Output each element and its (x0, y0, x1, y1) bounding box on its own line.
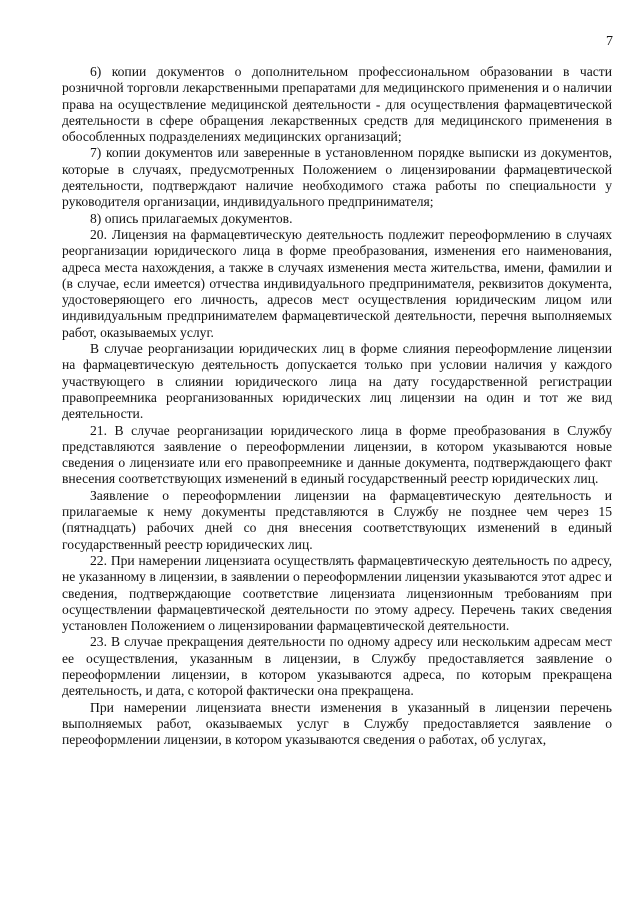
paragraph-clause-20: 20. Лицензия на фармацевтическую деятельность подлежит переоформлению в случаях реорганизации юридического лица в форме преобразования, изменения его наименования, адреса места нахождения, а также в случаях изменения места жительства, имени, фамилии и (в случае, если имеется) отчества индивидуального предпринимателя, реквизитов документа, удостоверяющего его личность, адресов мест осуществления юридическим лицом или индивидуальным предпринимателем фармацевтической деятельности, перечня выполняемых работ, оказываемых услуг. (62, 226, 612, 340)
paragraph-item-8: 8) опись прилагаемых документов. (90, 210, 293, 226)
paragraph-item-7: 7) копии документов или заверенные в установленном порядке выписки из документов, которые в случаях, предусмотренных Положением о лицензировании фармацевтической деятельности, подтверждают наличие необходимого стажа работы по специальности у руководителя организации, индивидуального предпринимателя; (62, 145, 612, 210)
paragraph-clause-22: 22. При намерении лицензиата осуществлять фармацевтическую деятельность по адресу, не указанному в лицензии, в заявлении о переоформлении лицензии указываются этот адрес и сведения, подтверждающие соответствие лицензиата лицензионным требованиям при осуществлении фармацевтической деятельности по этому адресу. Перечень таких сведения установлен Положением о лицензировании фармацевтической деятельности. (62, 552, 612, 634)
page-number: 7 (606, 34, 613, 49)
paragraph-clause-21-deadline: Заявление о переоформлении лицензии на фармацевтическую деятельность и прилагаемые к нему документы представляются в Службу не позднее чем через 15 (пятнадцать) рабочих дней со дня внесения соответствующих изменений в единый государственный реестр юридических лиц. (62, 487, 612, 552)
paragraph-clause-23-works: При намерении лицензиата внести изменения в указанный в лицензии перечень выполняемых работ, оказываемых услуг в Службу предоставляется заявление о переоформлении лицензии, в котором указываются сведения о работах, об услугах, (62, 699, 612, 748)
paragraph-clause-21: 21. В случае реорганизации юридического лица в форме преобразования в Службу представляются заявление о переоформлении лицензии, в котором указываются новые сведения о лицензиате или его правопреемнике и данные документа, подтверждающего факт внесения соответствующих изменений в единый государственный реестр юридических лиц. (62, 422, 612, 487)
paragraph-item-6: 6) копии документов о дополнительном профессиональном образовании в части розничной торговли лекарственными препаратами для медицинского применения и о наличии права на осуществление медицинской деятельности - для осуществления фармацевтической деятельности в сфере обращения лекарственных средств для медицинского применения в обособленных подразделениях медицинских организаций; (62, 64, 612, 145)
paragraph-clause-20-merger: В случае реорганизации юридических лиц в форме слияния переоформление лицензии на фармацевтическую деятельность допускается только при условии наличия у каждого участвующего в слиянии юридического лица на дату государственной регистрации правопреемника реорганизованных юридических лиц лицензии на один и тот же вид деятельности. (62, 341, 612, 422)
document-body (62, 64, 612, 748)
paragraph-clause-23: 23. В случае прекращения деятельности по одному адресу или нескольким адресам мест ее осуществления, указанным в лицензии, в Службу предоставляется заявление о переоформлении лицензии, в котором указываются адреса, по которым прекращена деятельность, и дата, с которой фактически она прекращена. (62, 634, 612, 699)
